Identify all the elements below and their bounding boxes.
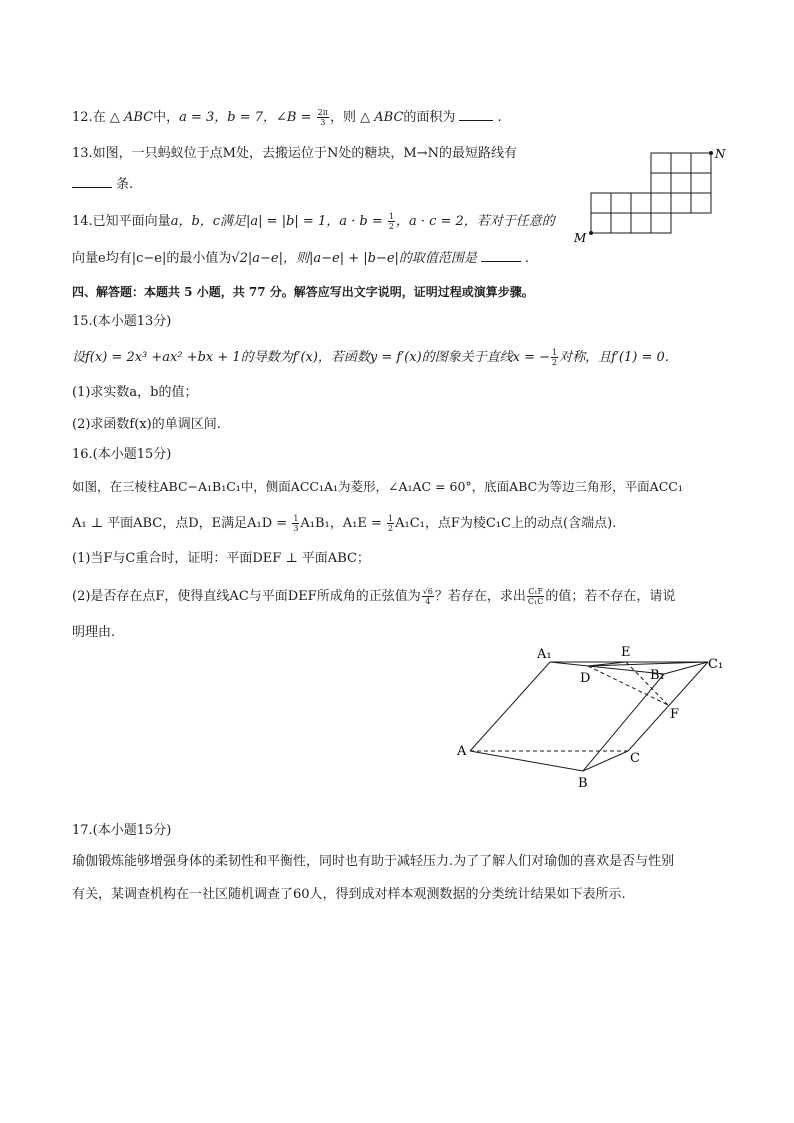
- fraction: $\frac{\text{C₁F}}{\text{C₁C}}$: [527, 587, 544, 606]
- question-17-line-2: 有关，某调查机构在一社区随机调查了60人，得到成对样本观测数据的分类统计结果如下表所示.: [72, 887, 626, 902]
- question-15-part-2: (2)求函数f(x)的单调区间.: [72, 417, 221, 432]
- section-heading: 四、解答题：本题共 5 小题，共 77 分。解答应写出文字说明，证明过程或演算步骤。: [72, 285, 534, 299]
- answer-blank[interactable]: [459, 108, 493, 121]
- question-16-title: 16.(本小题15分): [72, 447, 172, 462]
- fraction: $\frac{1}{3}$: [293, 514, 299, 533]
- question-16-part-2: (2)是否存在点F，使得直线AC与平面DEF所成角的正弦值为 $\frac{√6}{4}$ ？若存在，求出 $\frac{\text{C₁F}}{\text{C₁C}}$ 的值；若不存在，请说: [72, 587, 676, 606]
- label-a: A: [457, 744, 467, 759]
- fraction: $\frac{√6}{4}$: [422, 587, 433, 606]
- question-16-part-1: (1)当F与C重合时，证明：平面DEF ⊥ 平面ABC；: [72, 551, 370, 566]
- fraction: $\frac{1}{2}$: [388, 514, 394, 533]
- question-15-title: 15.(本小题13分): [72, 314, 172, 329]
- label-m: M: [574, 231, 587, 245]
- label-f: F: [670, 707, 680, 722]
- question-16-line-2: A₁ ⊥ 平面ABC，点D，E满足A₁D = $\frac{1}{3}$ A₁B₁，A₁E = $\frac{1}{2}$ A₁C₁，点F为棱C₁C上的动点(含端点).: [72, 514, 617, 533]
- fraction: $\frac{1}{2}$: [388, 212, 394, 231]
- question-15-stem: 设f(x) = 2x³ +ax² +bx + 1的导数为f′(x)，若函数y = f′(x)的图象关于直线x = − $\frac{1}{2}$ 对称，且f′(1) = 0.: [72, 348, 669, 367]
- question-12: 12.在 △ ABC中，a = 3，b = 7，∠B = $\frac{2\pi}{3}$ ，则 △ ABC的面积为 .: [72, 108, 502, 127]
- question-14-line-2: 向量e均有|c−e|的最小值为√2|a−e|，则|a−e| + |b−e|的取值范围是 .: [72, 251, 530, 266]
- label-n: N: [715, 147, 726, 161]
- question-16-part-2-continued: 明理由.: [72, 625, 116, 640]
- fraction: $\frac{2\pi}{3}$: [317, 108, 329, 127]
- label-a1: A₁: [537, 647, 552, 662]
- answer-blank[interactable]: [481, 249, 521, 262]
- question-15-part-1: (1)求实数a，b的值；: [72, 385, 198, 400]
- prism-figure: [450, 640, 740, 795]
- label-e: E: [621, 645, 631, 660]
- point-n: [709, 151, 713, 155]
- question-17-line-1: 瑜伽锻炼能够增强身体的柔韧性和平衡性，同时也有助于减轻压力.为了了解人们对瑜伽的喜欢是否与性别: [72, 854, 675, 869]
- question-14-line-1: 14.已知平面向量a，b，c满足|a| = |b| = 1，a · b = $\frac{1}{2}$ ，a · c = 2，若对于任意的: [72, 212, 555, 231]
- question-17-title: 17.(本小题15分): [72, 823, 172, 838]
- label-b: B: [578, 776, 588, 791]
- label-c: C: [630, 751, 640, 766]
- fraction: $\frac{1}{2}$: [552, 348, 558, 367]
- label-c1: C₁: [708, 657, 724, 672]
- question-16-line-1: 如图，在三棱柱ABC−A₁B₁C₁中，侧面ACC₁A₁为菱形，∠A₁AC = 60°，底面ABC为等边三角形，平面ACC₁: [72, 479, 683, 494]
- label-b1: B₁: [650, 668, 665, 683]
- label-d: D: [580, 671, 591, 686]
- answer-blank[interactable]: [72, 175, 112, 188]
- question-13-line-2: 条.: [72, 175, 133, 194]
- grid-figure: [574, 146, 732, 246]
- point-m: [589, 231, 593, 235]
- question-13-line-1: 13.如图，一只蚂蚁位于点M处，去搬运位于N处的糖块，M→N的最短路线有: [72, 146, 517, 161]
